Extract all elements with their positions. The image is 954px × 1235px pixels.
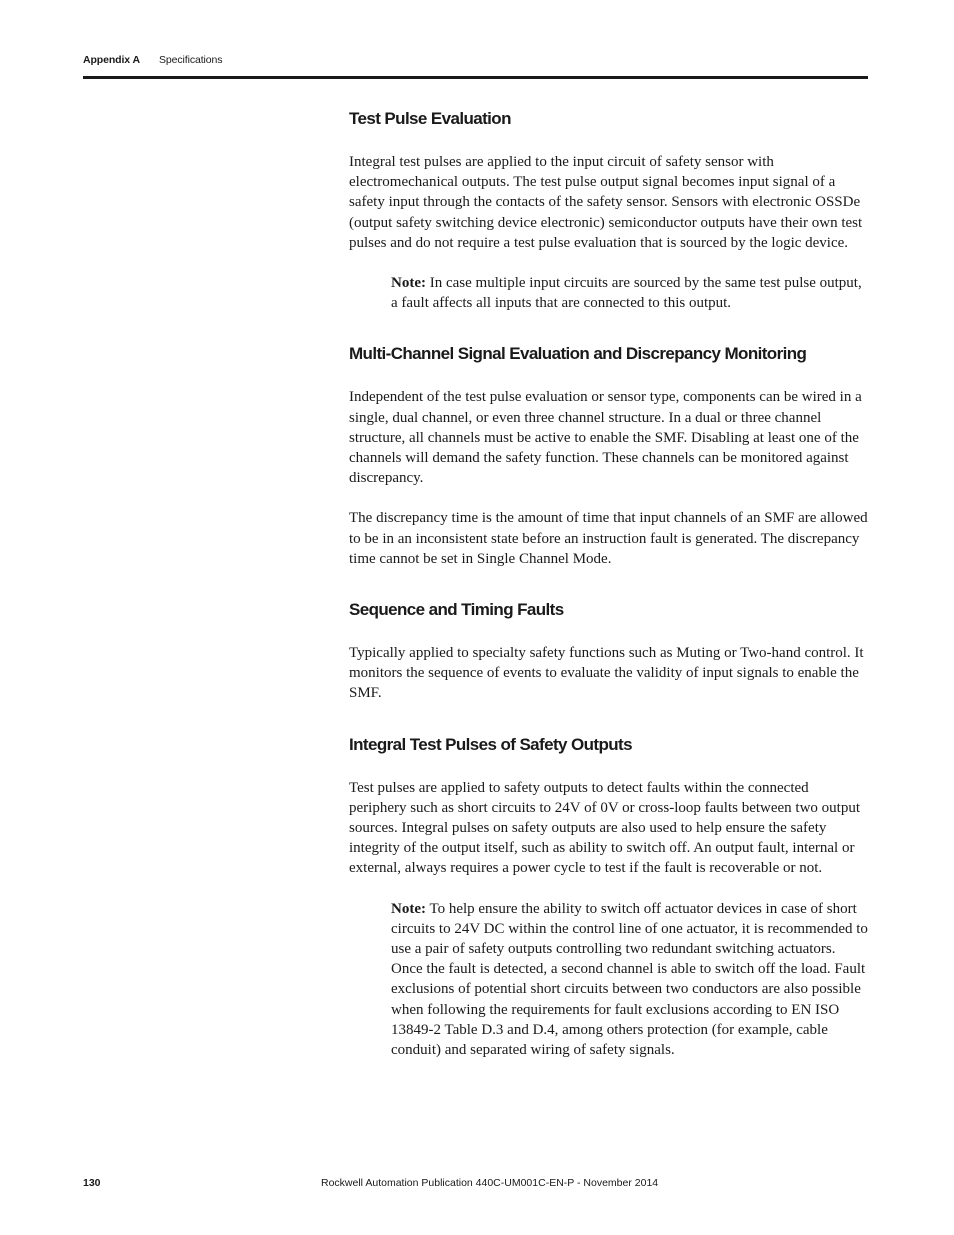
page-header xyxy=(83,52,868,79)
note-text: To help ensure the ability to switch off actuator devices in case of short circuits to 24V DC within the control line of one actuator, it is recommended to use a pair of safety outputs controlling two redundant switching actuators. Once the fault is detected, a second channel is able to switch off the load. Fault exclusions of potential short circuits between two conductors are also possible when following the requirements for fault exclusions according to EN ISO 13849-2 Table D.3 and D.4, among others protection (for example, cable conduit) and separated wiring of safety signals. xyxy=(391,900,868,1059)
paragraph: Typically applied to specialty safety functions such as Muting or Two-hand control. It monitors the sequence of events to evaluate the validity of input signals to enable the SMF. xyxy=(349,645,864,702)
paragraph: Integral test pulses are applied to the input circuit of safety sensor with electromechanical outputs. The test pulse output signal becomes input signal of a safety input through the contacts of the safety sensor. Sensors with electronic OSSDe (output safety switching device electronic) semiconductor outputs have their own test pulses and do not require a test pulse evaluation that is sourced by the logic device. xyxy=(349,154,863,251)
note xyxy=(391,899,869,1061)
note-label: Note: xyxy=(391,900,426,917)
section-label: Specifications xyxy=(159,54,223,66)
section-multi-channel xyxy=(349,341,869,569)
note-label: Note: xyxy=(391,275,426,292)
section-integral-test-pulses xyxy=(349,732,869,1061)
section-heading: Sequence and Timing Faults xyxy=(349,600,564,620)
paragraph: Test pulses are applied to safety outputs to detect faults within the connected periphery such as short circuits to 24V of 0V or cross-loop faults between two output sources. Integral pulses on safety outputs are also used to help ensure the safety integrity of the output itself, such as ability to switch off. An output fault, internal or external, always requires a power cycle to test if the fault is recoverable or not. xyxy=(349,779,861,877)
page-number: 130 xyxy=(83,1177,101,1189)
main-content xyxy=(349,106,869,1060)
note-text: In case multiple input circuits are sourced by the same test pulse output, a fault affects all inputs that are connected to this output. xyxy=(391,275,862,312)
paragraph: Independent of the test pulse evaluation or sensor type, components can be wired in a single, dual channel, or even three channel structure. In a dual or three channel structure, all channels must be active to enable the SMF. Disabling at least one of the channels will demand the safety function. These channels can be monitored against discrepancy. xyxy=(349,389,862,487)
paragraph: The discrepancy time is the amount of time that input channels of an SMF are allowed to be in an inconsistent state before an instruction fault is generated. The discrepancy time cannot be set in Single Channel Mode. xyxy=(349,510,868,567)
note xyxy=(391,273,869,313)
section-heading: Multi-Channel Signal Evaluation and Discrepancy Monitoring xyxy=(349,344,807,364)
appendix-label: Appendix A xyxy=(83,54,140,66)
section-heading: Integral Test Pulses of Safety Outputs xyxy=(349,734,632,754)
section-sequence-timing xyxy=(349,597,869,704)
section-test-pulse-evaluation xyxy=(349,106,869,313)
publication-info: Rockwell Automation Publication 440C-UM001C-EN-P - November 2014 xyxy=(321,1177,659,1189)
section-heading: Test Pulse Evaluation xyxy=(349,109,511,128)
